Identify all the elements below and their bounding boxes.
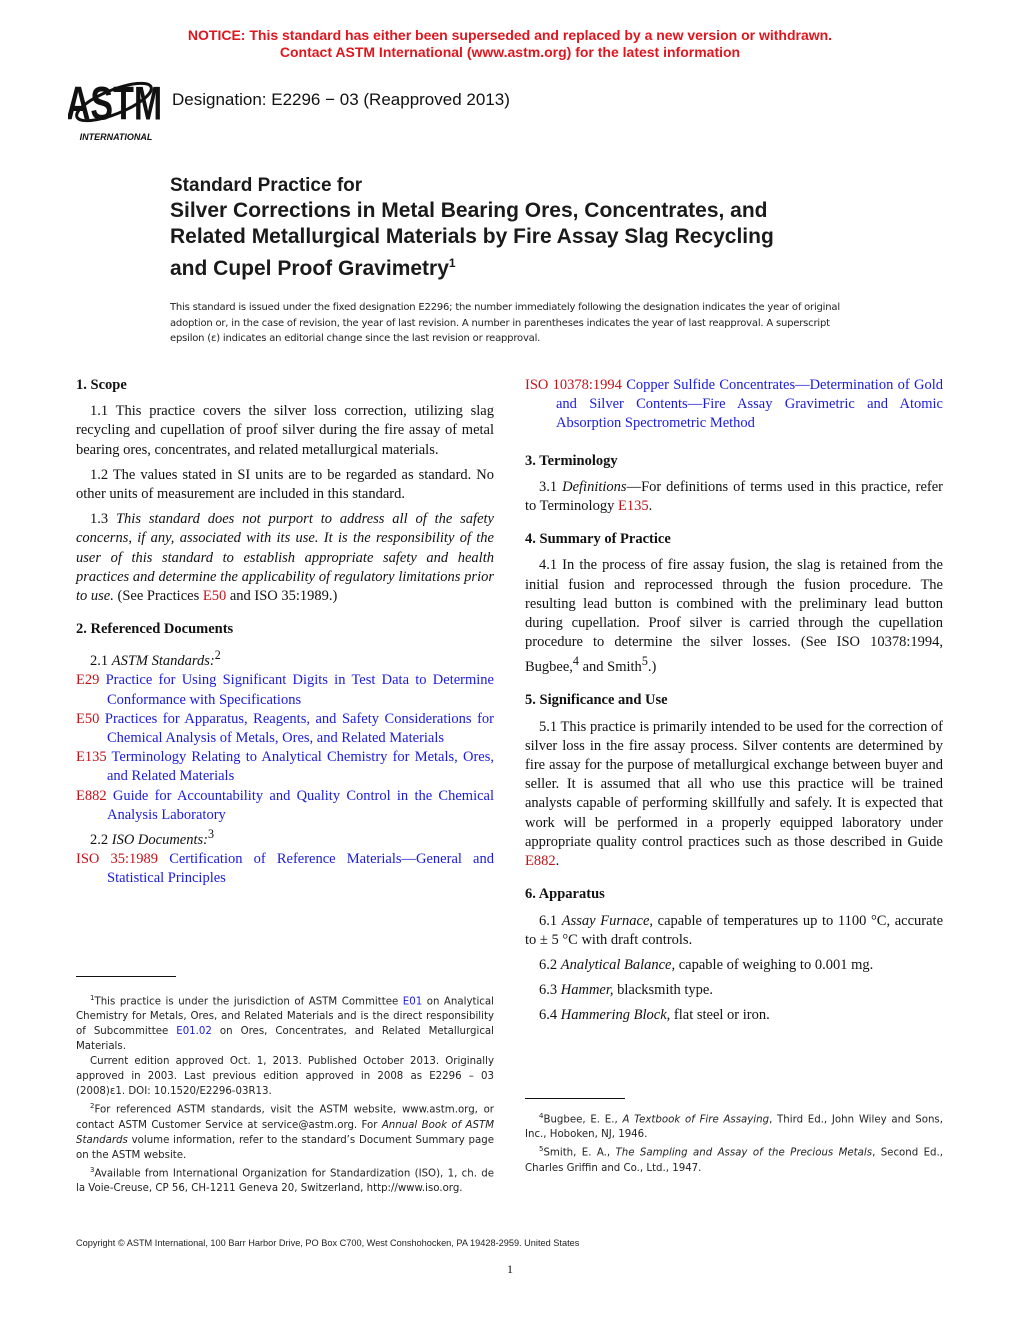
footnote-mark[interactable]: 2 [214, 648, 221, 663]
footnote-text: on Ores, Concentrates, and Related Metallurgical Materials. [76, 1026, 494, 1053]
section-scope [76, 376, 494, 606]
ref-title[interactable]: Guide for Accountability and Quality Control in the Chemical Analysis Laboratory [107, 787, 494, 823]
ref-title[interactable]: Practice for Using Significant Digits in Test Data to Determine Conformance with Specifications [105, 672, 494, 708]
para-text: 5.1 This practice is primarily intended to be used for the correction of silver loss in the fire assay process. Silver contents are determined by fire assay for the purpose of metallurgical exchange between buyer and seller. It is assumed that all who use this practice will be trained analysts capable of performing skillfully and safely. It is expected that work will be performed in a properly equipped laboratory under appropriate quality control practices such as those described in Guide [525, 718, 943, 850]
para-text: .) [647, 659, 657, 676]
label: ASTM Standards: [111, 653, 215, 670]
ref-title[interactable]: Certification of Reference Materials—General and Statistical Principles [107, 851, 494, 887]
issue-note: This standard is issued under the fixed designation E2296; the number immediately following the designation indicates the year of original adoption or, in the case of revision, the year of last revision. A number in parentheses indicates the year of last reapproval. A superscript epsilon (ε) indicates an editorial change since the last revision or reapproval. [170, 302, 840, 344]
footnote-text: This practice is under the jurisdiction of ASTM Committee [94, 996, 403, 1008]
para-text: and Smith [578, 659, 642, 676]
para-number: 6.3 [539, 982, 561, 999]
link-e882[interactable]: E882 [525, 853, 556, 870]
paragraph-1-2: 1.2 The values stated in SI units are to be regarded as standard. No other units of measurement are included in this standard. [76, 466, 494, 503]
link-e135[interactable]: E135 [617, 498, 649, 515]
ref-e29[interactable] [76, 671, 494, 709]
footnote-mark: 5 [539, 1145, 544, 1154]
section-heading: 4. Summary of Practice [525, 531, 671, 548]
apparatus-item [525, 1006, 943, 1025]
footnotes-right [525, 1098, 943, 1176]
apparatus-name: Assay Furnace, [561, 912, 654, 929]
footnote-text: on Analytical Chemistry for Metals, Ores, and Related Materials and is the direct responsibility of Subcommittee [76, 996, 494, 1038]
para-number: 2.1 [90, 653, 112, 670]
right-column [525, 376, 943, 1032]
paragraph-5-1 [525, 718, 943, 872]
ref-title[interactable]: Copper Sulfide Concentrates—Determination of Gold and Silver Contents—Fire Assay Gravimetric and Atomic Absorption Spectrometric Method [556, 377, 943, 432]
ref-code[interactable]: E882 [76, 787, 107, 804]
section-summary [525, 530, 943, 677]
title-line-3 [170, 250, 890, 282]
notice-line-1: NOTICE: This standard has either been superseded and replaced by a new version or withdrawn. [187, 27, 833, 43]
ref-iso-10378[interactable] [525, 376, 943, 434]
footnote-1 [76, 991, 494, 1054]
footnote-mark: 1 [90, 994, 95, 1002]
footnote-mark[interactable]: 3 [208, 827, 215, 842]
link-e50[interactable]: E50 [202, 588, 227, 605]
section-apparatus [525, 885, 943, 1025]
astm-logo-icon [68, 72, 164, 144]
left-column [76, 376, 494, 889]
para-text: capable of temperatures up to 1100 °C, accurate to ± 5 °C with draft controls. [525, 912, 944, 948]
para-number: 2.2 [90, 831, 112, 848]
footnote-mark: 4 [539, 1112, 544, 1120]
ref-code[interactable]: E29 [76, 672, 100, 689]
ref-iso-35[interactable] [76, 850, 494, 888]
para-number: 1.3 [90, 511, 116, 528]
copyright-line: Copyright © ASTM International, 100 Barr Harbor Drive, PO Box C700, West Conshohocken, PA 19428-2959. United States [76, 1238, 580, 1248]
paragraph-1-3 [76, 510, 494, 606]
footnote-mark: 2 [90, 1102, 95, 1111]
svg-text:ASTM: ASTM [68, 77, 163, 130]
footnote-2 [76, 1099, 494, 1162]
apparatus-name: Hammering Block, [560, 1007, 671, 1024]
title-line-2: Related Metallurgical Materials by Fire Assay Slag Recycling [170, 225, 774, 248]
safety-caveat: This standard does not purport to address all of the safety concerns, if any, associated with its use. It is the responsibility of the user of this standard to establish appropriate safety and health practices and determine the applicability of regulatory limitations prior to use. [76, 511, 494, 605]
paragraph-3-1 [525, 478, 943, 516]
footnote-mark[interactable]: 4 [572, 654, 579, 669]
para-number: 6.4 [539, 1007, 561, 1024]
footnotes-left [76, 976, 494, 1196]
link-e01[interactable]: E01 [402, 996, 423, 1008]
ref-code[interactable]: ISO 35:1989 [76, 851, 159, 868]
footnote-text: , Third Ed., John Wiley and Sons, Inc., Hoboken, NJ, 1946. [525, 1114, 943, 1141]
para-text: . [648, 498, 653, 515]
astm-standards-label [76, 646, 494, 671]
para-text: blacksmith type. [613, 982, 713, 999]
ref-title[interactable]: Terminology Relating to Analytical Chemistry for Metals, Ores, and Related Materials [107, 749, 494, 785]
footnote-italic: The Sampling and Assay of the Precious Metals [615, 1147, 873, 1159]
footnote-text: For referenced ASTM standards, visit the ASTM website, www.astm.org, or contact ASTM Customer Service at service@astm.org. For [76, 1104, 494, 1131]
section-terminology [525, 452, 943, 517]
footnote-italic: A Textbook of Fire Assaying [622, 1114, 770, 1126]
footnote-italic: Annual Book of ASTM Standards [76, 1119, 494, 1146]
para-text: —For definitions of terms used in this practice, refer to Terminology [525, 478, 943, 515]
footnote-mark[interactable]: 5 [641, 654, 648, 669]
apparatus-item [525, 956, 943, 975]
ref-e135[interactable] [76, 748, 494, 786]
apparatus-name: Hammer, [560, 982, 614, 999]
title-prefix: Standard Practice for [170, 175, 363, 196]
para-number: 6.1 [539, 912, 562, 929]
document-title [170, 174, 890, 282]
footnote-text: volume information, refer to the standard’s Document Summary page on the ASTM website. [76, 1134, 494, 1161]
apparatus-item [525, 912, 943, 950]
footnote-mark: 3 [90, 1165, 95, 1174]
title-footnote-mark[interactable]: 1 [448, 256, 456, 270]
paragraph-4-1 [525, 556, 943, 677]
footnote-text: , Second Ed., Charles Griffin and Co., Ltd., 1947. [525, 1147, 943, 1174]
ref-code[interactable]: E50 [76, 710, 100, 727]
section-heading: 5. Significance and Use [525, 692, 668, 709]
link-e01-02[interactable]: E01.02 [176, 1026, 212, 1038]
para-number: 3.1 [539, 478, 563, 495]
section-referenced-documents [76, 620, 494, 888]
footnote-5 [525, 1142, 943, 1175]
notice-line-2: Contact ASTM International (www.astm.org) for the latest information [279, 44, 741, 60]
title-line-3-text: and Cupel Proof Gravimetry [170, 257, 449, 280]
iso-documents-label [76, 825, 494, 850]
footnote-text: Smith, E. A., [543, 1147, 616, 1159]
ref-title[interactable]: Practices for Apparatus, Reagents, and Safety Considerations for Chemical Analysis of Metals, Ores, and Related Materials [104, 710, 494, 747]
footnote-4 [525, 1109, 943, 1142]
footnote-3 [76, 1163, 494, 1196]
paragraph-1-1: 1.1 This practice covers the silver loss correction, utilizing slag recycling and cupellation of proof silver during the fire assay of metal bearing ores, concentrates, and related metallurgical materials. [76, 403, 494, 458]
section-heading: 3. Terminology [525, 452, 618, 469]
para-text: flat steel or iron. [670, 1007, 770, 1024]
para-text: capable of weighing to 0.001 mg. [675, 956, 874, 973]
withdrawn-notice [0, 27, 1020, 61]
apparatus-name: Analytical Balance, [560, 956, 676, 973]
ref-e882[interactable] [76, 787, 494, 825]
label: ISO Documents: [111, 831, 208, 848]
para-text: and ISO 35:1989.) [226, 588, 338, 605]
ref-e50[interactable] [76, 710, 494, 748]
designation: Designation: E2296 − 03 (Reapproved 2013) [172, 90, 510, 109]
apparatus-item [525, 981, 943, 1000]
section-heading: 6. Apparatus [525, 886, 605, 903]
section-heading: 1. Scope [76, 377, 127, 393]
section-significance [525, 691, 943, 871]
para-text: 4.1 In the process of fire assay fusion, the slag is retained from the initial fusion and reprocessed through the fusion procedure. The resulting lead button is combined with the preliminary lead button during cupellation. Proof silver is carried through the cupellation procedure to determine the silver losses. (See ISO 10378:1994, Bugbee, [525, 557, 943, 676]
svg-text:INTERNATIONAL: INTERNATIONAL [79, 132, 153, 142]
title-line-1: Silver Corrections in Metal Bearing Ores, Concentrates, and [170, 199, 768, 222]
ref-code[interactable]: ISO 10378:1994 [525, 377, 622, 393]
footnote-text: Bugbee, E. E., [543, 1114, 623, 1126]
para-text: . [555, 853, 560, 870]
page-number: 1 [507, 1262, 513, 1276]
ref-code[interactable]: E135 [76, 749, 107, 766]
para-text: (See Practices [113, 588, 203, 605]
term-label: Definitions [562, 478, 627, 495]
footnote-1-edition: Current edition approved Oct. 1, 2013. Published October 2013. Originally approved in 2003. Last previous edition approved in 2008 as E2296 – 03 (2008)ε1. DOI: 10.1520/E2296-03R13. [76, 1056, 494, 1098]
para-number: 6.2 [539, 956, 561, 973]
footnote-text: Available from International Organization for Standardization (ISO), 1, ch. de la Voie-Creuse, CP 56, CH-1211 Geneva 20, Switzerland, http://www.iso.org. [76, 1168, 494, 1195]
section-heading: 2. Referenced Documents [76, 621, 234, 638]
